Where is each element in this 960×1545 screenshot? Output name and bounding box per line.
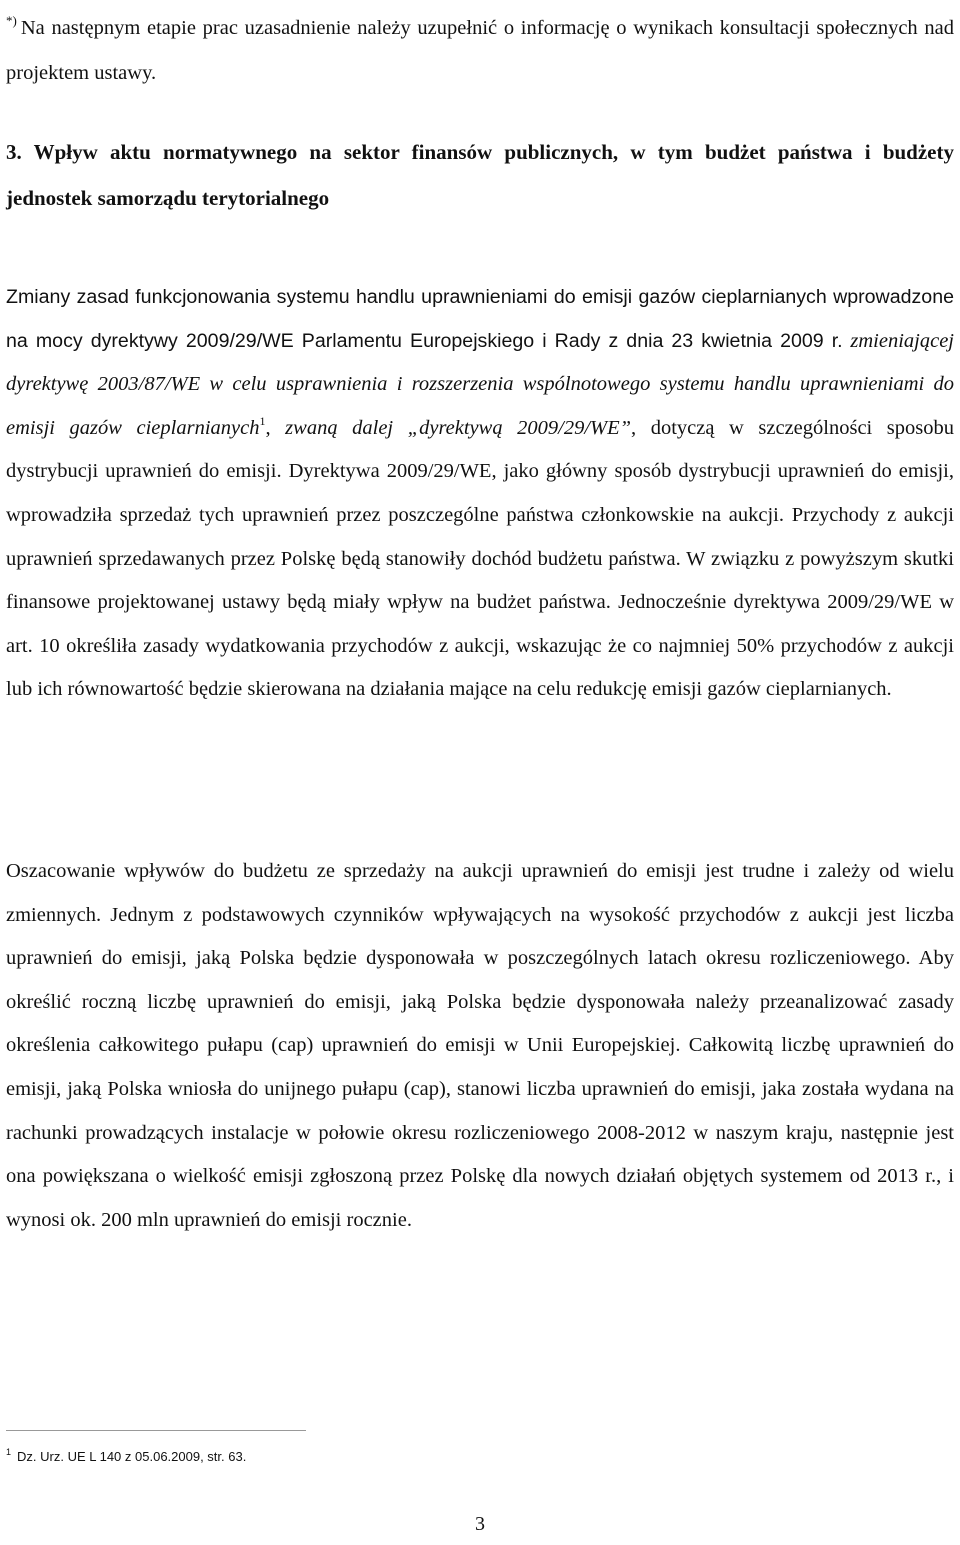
note-marker: *) <box>6 13 17 28</box>
footnote-marker: 1 <box>6 1447 12 1457</box>
directive-title: zmieniającej dyrektywę 2003/87/WE w celu usprawnienia i rozszerzenia wspólnotowego systemu handlu uprawnieniami do emisji gazów cieplarnianych <box>6 329 954 439</box>
paragraph-1-intro: Zmiany zasad funkcjonowania systemu handlu uprawnieniami do emisji gazów cieplarnianych wprowadzone na mocy dyrektywy 2009/29/WE Parlamentu Europejskiego i Rady z dnia 23 kwietnia 2009 r. <box>6 286 954 352</box>
footnote <box>6 1448 606 1466</box>
editorial-note <box>6 6 954 96</box>
paragraph-1-body: , dotyczą w szczególności sposobu dystrybucji uprawnień do emisji. Dyrektywa 2009/29/WE, jako główny sposób dystrybucji uprawnień do emisji, wprowadziła sprzedaż tych uprawnień przez poszczególne państwa członkowskie na aukcji. Przychody z aukcji uprawnień sprzedawanych przez Polskę będą stanowiły dochód budżetu państwa. W związku z powyższym skutki finansowe projektowanej ustawy będą miały wpływ na budżet państwa. Jednocześnie dyrektywa 2009/29/WE w art. 10 określiła zasady wydatkowania przychodów z aukcji, wskazując że co najmniej 50% przychodów z aukcji lub ich równowartość będzie skierowana na działania mające na celu redukcję emisji gazów cieplarnianych. <box>6 416 955 701</box>
section-heading: 3. Wpływ aktu normatywnego na sektor finansów publicznych, w tym budżet państwa i budżety jednostek samorządu terytorialnego <box>6 140 954 210</box>
footnote-text: Dz. Urz. UE L 140 z 05.06.2009, str. 63. <box>17 1449 247 1464</box>
note-text: Na następnym etapie prac uzasadnienie należy uzupełnić o informację o wynikach konsultacji społecznych nad projektem ustawy. <box>6 17 954 84</box>
page-number: 3 <box>475 1513 485 1535</box>
comma: , <box>265 416 271 439</box>
directive-short-name: zwaną dalej „dyrektywą 2009/29/WE” <box>285 416 632 439</box>
paragraph-1 <box>6 276 954 712</box>
footnote-separator <box>6 1430 306 1431</box>
paragraph-2: Oszacowanie wpływów do budżetu ze sprzedaży na aukcji uprawnień do emisji jest trudne i zależy od wielu zmiennych. Jednym z podstawowych czynników wpływających na wysokość przychodów z aukcji jest liczba uprawnień do emisji, jaką Polska będzie dysponowała w poszczególnych latach okresu rozliczeniowego. Aby określić roczną liczbę uprawnień do emisji, jaką Polska będzie dysponowała należy przeanalizować zasady określenia całkowitego pułapu (cap) uprawnień do emisji w Unii Europejskiej. Całkowitą liczbę uprawnień do emisji, jaką Polska wniosła do unijnego pułapu (cap), stanowi liczba uprawnień do emisji, jaka została wydana na rachunki prowadzących instalacje w połowie okresu rozliczeniowego 2008-2012 w naszym kraju, następnie jest ona powiększana o wielkość emisji zgłoszoną przez Polskę dla nowych działań objętych systemem od 2013 r., i wynosi ok. 200 mln uprawnień do emisji rocznie. <box>6 860 954 1231</box>
footnote-reference: 1 <box>259 413 266 428</box>
